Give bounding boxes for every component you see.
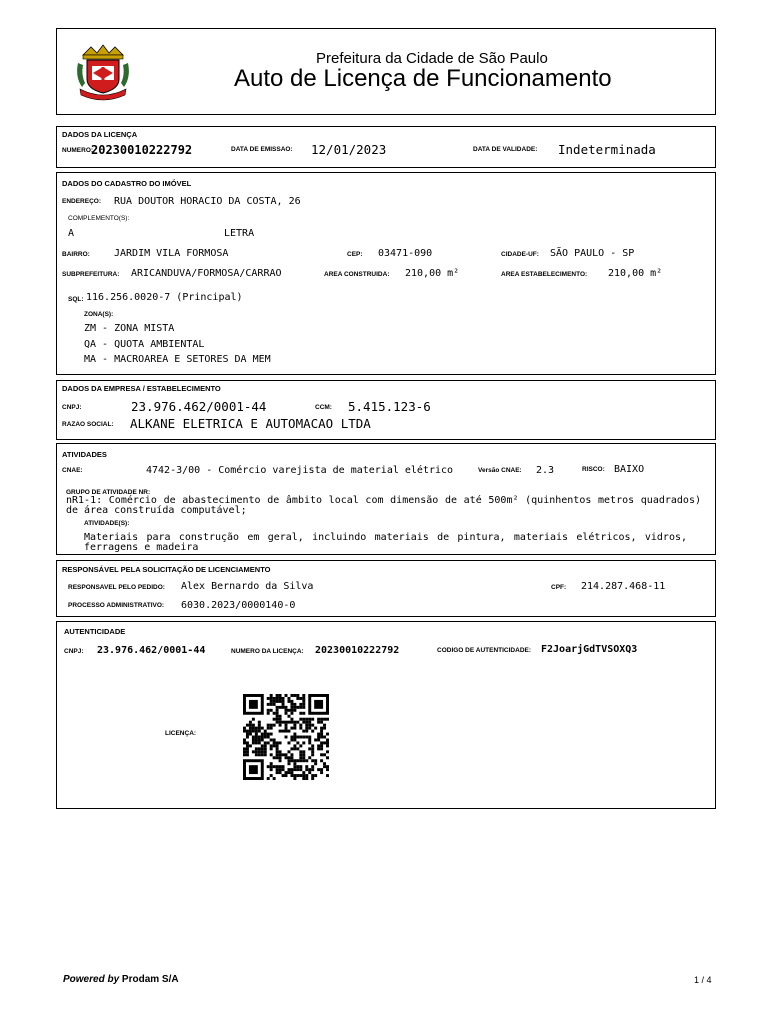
numero-value: 20230010222792 bbox=[91, 143, 193, 157]
area-estab-label: AREA ESTABELECIMENTO: bbox=[501, 271, 588, 278]
versao-label: Versão CNAE: bbox=[478, 467, 522, 474]
coat-of-arms-icon bbox=[75, 43, 131, 103]
atividades-section bbox=[56, 443, 716, 555]
numero-licenca-value: 20230010222792 bbox=[315, 645, 400, 656]
cnpj-value: 23.976.462/0001-44 bbox=[131, 399, 267, 414]
cnpj-value: 23.976.462/0001-44 bbox=[97, 645, 206, 656]
sql-label: SQL: bbox=[68, 296, 84, 303]
zona-item: ZM - ZONA MISTA bbox=[84, 323, 175, 334]
section-title: ATIVIDADES bbox=[62, 450, 107, 459]
autenticidade-section bbox=[56, 621, 716, 809]
cnae-value: 4742-3/00 - Comércio varejista de material elétrico bbox=[146, 465, 454, 476]
cnpj-label: CNPJ: bbox=[64, 648, 84, 655]
section-title: DADOS DO CADASTRO DO IMÓVEL bbox=[62, 179, 192, 188]
numero-label: NUMERO: bbox=[62, 147, 94, 154]
grupo-value: nR1-1: Comércio de abastecimento de âmbito local com dimensão de até 500m² (quinhentos metros quadrados) de área construída computável; bbox=[66, 495, 701, 516]
grupo-label: GRUPO DE ATIVIDADE NR: bbox=[66, 489, 151, 496]
ccm-label: CCM: bbox=[315, 404, 332, 411]
razao-label: RAZAO SOCIAL: bbox=[62, 421, 114, 428]
section-title: AUTENTICIDADE bbox=[64, 627, 126, 636]
subpref-value: ARICANDUVA/FORMOSA/CARRAO bbox=[131, 268, 282, 279]
section-title: DADOS DA EMPRESA / ESTABELECIMENTO bbox=[62, 384, 221, 393]
cep-label: CEP: bbox=[347, 251, 363, 258]
company-name: Prodam S/A bbox=[121, 974, 179, 985]
processo-label: PROCESSO ADMINISTRATIVO: bbox=[68, 602, 165, 609]
cnpj-label: CNPJ: bbox=[62, 404, 82, 411]
bairro-value: JARDIM VILA FORMOSA bbox=[114, 248, 229, 259]
page-title: Auto de Licença de Funcionamento bbox=[234, 65, 612, 92]
endereco-value: RUA DOUTOR HORACIO DA COSTA, 26 bbox=[114, 196, 301, 207]
razao-value: ALKANE ELETRICA E AUTOMACAO LTDA bbox=[130, 416, 371, 431]
zona-item: QA - QUOTA AMBIENTAL bbox=[84, 339, 205, 350]
processo-value: 6030.2023/0000140-0 bbox=[181, 600, 296, 611]
zonas-label: ZONA(S): bbox=[84, 311, 114, 318]
responsavel-section bbox=[56, 560, 716, 617]
powered-by bbox=[63, 974, 179, 985]
codigo-label: CODIGO DE AUTENTICIDADE: bbox=[437, 647, 532, 654]
codigo-value: F2JoarjGdTVSOXQ3 bbox=[541, 644, 638, 655]
cpf-value: 214.287.468-11 bbox=[581, 581, 666, 592]
area-estab-value: 210,00 m² bbox=[608, 268, 663, 279]
complemento-b: LETRA bbox=[224, 228, 255, 239]
complemento-label: COMPLEMENTO(S): bbox=[68, 215, 130, 222]
page-number: 1 / 4 bbox=[694, 975, 712, 985]
zona-item: MA - MACROAREA E SETORES DA MEM bbox=[84, 354, 271, 365]
versao-value: 2.3 bbox=[536, 465, 555, 476]
bairro-label: BAIRRO: bbox=[62, 251, 90, 258]
cep-value: 03471-090 bbox=[378, 248, 433, 259]
cpf-label: CPF: bbox=[551, 584, 567, 591]
emissao-label: DATA DE EMISSAO: bbox=[231, 146, 293, 153]
atividade-label: ATIVIDADE(S): bbox=[84, 520, 130, 527]
section-title: DADOS DA LICENÇA bbox=[62, 130, 138, 139]
risco-label: RISCO: bbox=[582, 466, 605, 473]
section-title: RESPONSÁVEL PELA SOLICITAÇÃO DE LICENCIAMENTO bbox=[62, 565, 271, 574]
pedido-label: RESPONSAVEL PELO PEDIDO: bbox=[68, 584, 165, 591]
org-name: Prefeitura da Cidade de São Paulo bbox=[316, 50, 548, 67]
area-construida-label: AREA CONSTRUIDA: bbox=[324, 271, 390, 278]
risco-value: BAIXO bbox=[614, 464, 645, 475]
cidade-value: SÃO PAULO - SP bbox=[550, 248, 635, 259]
validade-value: Indeterminada bbox=[558, 142, 656, 157]
complemento-a: A bbox=[68, 228, 75, 239]
atividade-value: Materiais para construção em geral, incluindo materiais de pintura, materiais elétricos, vidros, ferragens e madeira bbox=[84, 532, 687, 553]
imovel-section bbox=[56, 172, 716, 375]
subpref-label: SUBPREFEITURA: bbox=[62, 271, 120, 278]
endereco-label: ENDEREÇO: bbox=[62, 198, 102, 205]
emissao-value: 12/01/2023 bbox=[311, 142, 387, 157]
numero-licenca-label: NUMERO DA LICENÇA: bbox=[231, 648, 304, 655]
header-box bbox=[56, 28, 716, 115]
validade-label: DATA DE VALIDADE: bbox=[473, 146, 538, 153]
empresa-section bbox=[56, 380, 716, 440]
cnae-label: CNAE: bbox=[62, 467, 83, 474]
licenca-section bbox=[56, 126, 716, 168]
sql-value: 116.256.0020-7 (Principal) bbox=[86, 292, 243, 303]
pedido-value: Alex Bernardo da Silva bbox=[181, 581, 314, 592]
qr-code-icon bbox=[243, 694, 329, 780]
area-construida-value: 210,00 m² bbox=[405, 268, 460, 279]
cidade-label: CIDADE-UF: bbox=[501, 251, 539, 258]
ccm-value: 5.415.123-6 bbox=[348, 399, 431, 414]
licenca-label: LICENÇA: bbox=[165, 730, 197, 737]
powered-label: Powered by bbox=[63, 974, 120, 985]
